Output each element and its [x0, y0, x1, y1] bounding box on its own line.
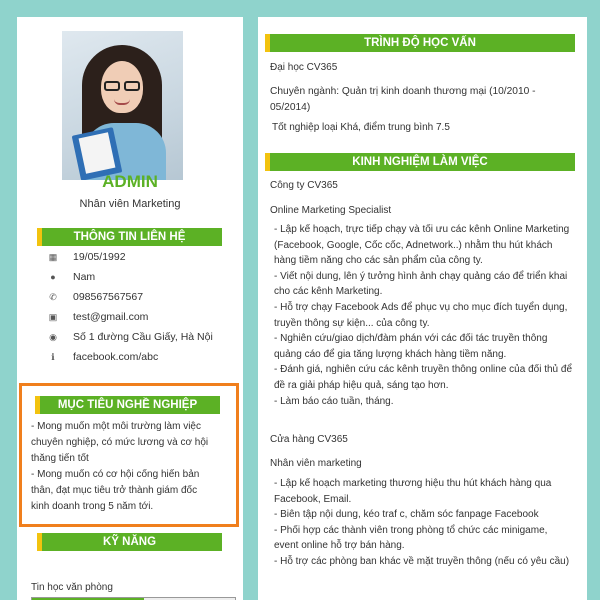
job-1-company: Công ty CV365: [270, 180, 338, 191]
objective-heading: MỤC TIÊU NGHỀ NGHIỆP: [35, 396, 220, 414]
location-icon: ◉: [49, 331, 57, 342]
contact-item-gender: ● Nam: [47, 271, 95, 283]
objective-text: - Mong muốn một môi trường làm việc chuyên nghiệp, có mức lương và cơ hội thăng tiến tốt - Mong muốn có cơ hội cống hiến bản thân, đạt mục tiêu trở thành giám đốc kinh doanh trong 5 năm tới.: [31, 421, 209, 512]
contact-heading: THÔNG TIN LIÊN HỆ: [37, 228, 222, 246]
experience-heading: KINH NGHIỆM LÀM VIỆC: [265, 153, 575, 171]
education-school: Đại học CV365: [270, 62, 338, 73]
user-icon: ●: [50, 272, 56, 282]
education-heading: TRÌNH ĐỘ HỌC VẤN: [265, 34, 575, 52]
contact-item-email: ▣ test@gmail.com: [48, 311, 149, 323]
contact-item-phone: ✆ 098567567567: [47, 291, 143, 303]
phone-icon: ✆: [49, 291, 57, 302]
calendar-icon: ▦: [48, 251, 58, 262]
email-icon: ▣: [48, 311, 58, 322]
education-result: Tốt nghiệp loại Khá, điểm trung bình 7.5: [272, 122, 450, 133]
contact-item-birthday: ▦ 19/05/1992: [48, 251, 126, 263]
job-2-company: Cửa hàng CV365: [270, 434, 348, 445]
profile-role: Nhân viên Marketing: [79, 198, 181, 210]
info-icon: ℹ: [51, 351, 55, 362]
job-1-title: Online Marketing Specialist: [270, 205, 392, 216]
contact-item-address: ◉ Số 1 đường Cầu Giấy, Hà Nội: [47, 331, 213, 343]
skill-label: Tin học văn phòng: [31, 582, 113, 593]
job-1-description: - Lập kế hoạch, trực tiếp chạy và tối ưu các kênh Online Marketing (Facebook, Google, Cốc cốc, Adnetwork..) nhằm thu hút khách hàng tiềm năng cho các sản phẩm của công ty. - Viết nội dung, lên ý tưởng hình ảnh chạy quảng cáo để triển khai cho các kênh Marketing. - Hỗ trợ chạy Facebook Ads để phục vụ cho mục đích tuyển dụng, truyền thông sự kiện... của công ty. - Nghiên cứu/giao dịch/đàm phán với các đối tác truyền thông quảng cáo để gia tăng lượng khách hàng tiềm năng. - Đánh giá, nghiên cứu các kênh truyền thông online của đối thủ để đề ra giải pháp hiệu quả, sáng tạo hơn. - Làm báo cáo tuần, tháng.: [274, 224, 573, 407]
avatar: [62, 31, 183, 180]
education-major: Chuyên ngành: Quản trị kinh doanh thương mại (10/2010 - 05/2014): [270, 86, 536, 113]
contact-item-facebook: ℹ facebook.com/abc: [47, 351, 158, 363]
right-column: [258, 17, 587, 600]
job-2-title: Nhân viên marketing: [270, 458, 362, 469]
profile-name: ADMIN: [102, 172, 158, 191]
job-2-description: - Lập kế hoạch marketing thương hiệu thu hút khách hàng qua Facebook, Email. - Biên tập nội dung, kéo traf c, chăm sóc fanpage Facebook - Phối hợp các thành viên trong phòng tổ chức các minigame, event online hỗ trợ bán hàng. - Hỗ trợ các phòng ban khác về mặt truyền thông (nếu có yêu cầu): [274, 478, 570, 567]
skills-heading: KỸ NĂNG: [37, 533, 222, 551]
left-column: [17, 17, 243, 600]
